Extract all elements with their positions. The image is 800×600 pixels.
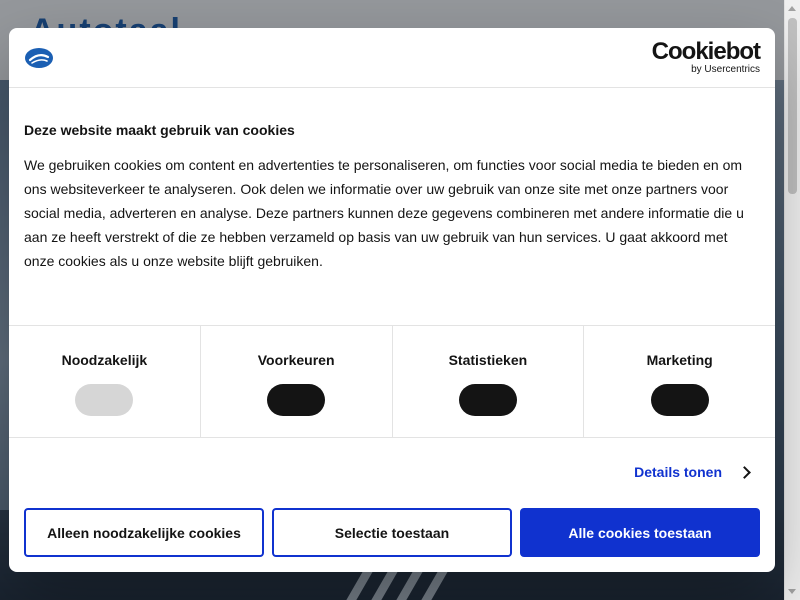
toggle-marketing[interactable] [651, 384, 709, 416]
site-logo-icon [24, 47, 54, 69]
allow-selection-button[interactable]: Selectie toestaan [272, 508, 512, 557]
cookiebot-logo[interactable] [652, 40, 760, 76]
show-details-link[interactable] [634, 464, 749, 480]
category-necessary [9, 326, 201, 437]
cookie-categories [9, 325, 775, 438]
toggle-statistics[interactable] [459, 384, 517, 416]
cookiebot-subtitle: by Usercentrics [691, 64, 760, 75]
category-label: Noodzakelijk [61, 352, 148, 368]
cookiebot-wordmark: Cookiebot [651, 38, 760, 65]
necessary-only-button[interactable]: Alleen noodzakelijke cookies [24, 508, 264, 557]
category-statistics [393, 326, 585, 437]
category-preferences [201, 326, 393, 437]
category-label: Statistieken [448, 352, 528, 368]
category-label: Voorkeuren [257, 352, 335, 368]
allow-all-button[interactable]: Alle cookies toestaan [520, 508, 760, 557]
category-label: Marketing [646, 352, 713, 368]
scroll-thumb[interactable] [788, 18, 797, 194]
dialog-header [9, 28, 775, 88]
dialog-title: Deze website maakt gebruik van cookies [24, 122, 295, 138]
toggle-necessary [75, 384, 133, 416]
scroll-up-arrow-icon[interactable] [788, 6, 796, 11]
toggle-preferences[interactable] [267, 384, 325, 416]
dialog-body [24, 121, 760, 273]
dialog-description: We gebruiken cookies om content en advertenties te personaliseren, om functies voor social media te bieden en om ons websiteverkeer te analyseren. Ook delen we informatie over uw gebruik van onze site met onze partners voor social media, adverteren en analyse. Deze partners kunnen deze gegevens combineren met andere informatie die u aan ze heeft verstrekt of die ze hebben verzameld op basis van uw gebruik van hun services. U gaat akkoord met onze cookies als u onze website blijft gebruiken. [24, 157, 744, 269]
category-marketing [584, 326, 775, 437]
cookie-consent-dialog [9, 28, 775, 572]
chevron-right-icon [738, 466, 751, 479]
show-details-label: Details tonen [634, 464, 722, 480]
consent-buttons [24, 508, 760, 557]
scroll-down-arrow-icon[interactable] [788, 589, 796, 594]
page-scrollbar[interactable] [784, 0, 800, 600]
